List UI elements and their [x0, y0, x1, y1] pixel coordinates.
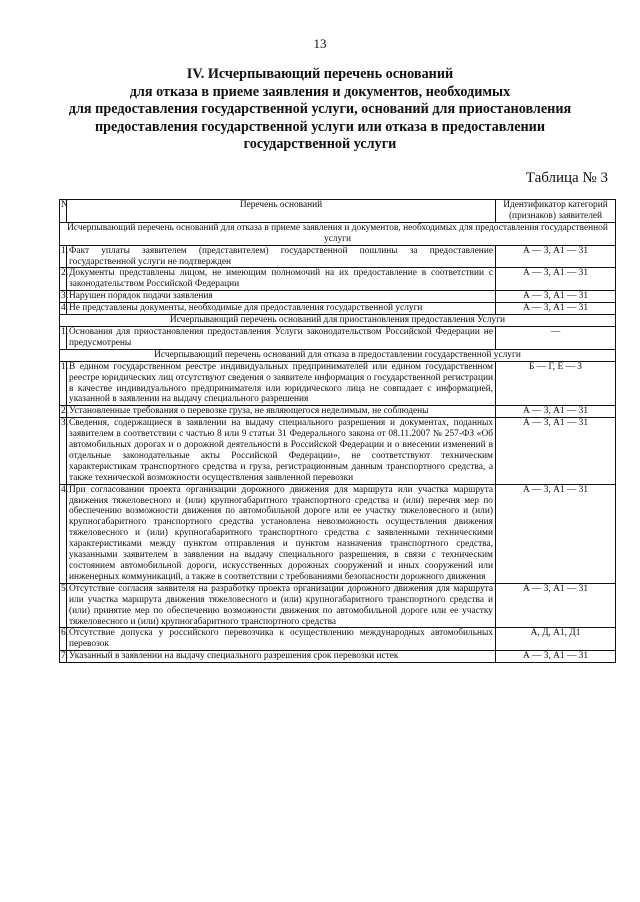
table-row: [60, 268, 616, 291]
table-body: [60, 222, 616, 662]
row-number: 6.: [60, 628, 67, 651]
row-number: 5.: [60, 583, 67, 628]
row-number: 1.: [60, 361, 67, 406]
row-number: 4.: [60, 484, 67, 583]
row-reason: В едином государственном реестре индивидуальных предпринимателей или едином государственном реестре юридических лиц отсутствуют сведения о заявителе информация о государственной регистрации в качестве индивидуального предпринимателя или юридического лица не совпадает с информацией, указанной в заявлении на выдачу специального разрешения: [67, 361, 496, 406]
page-number: 13: [313, 36, 327, 51]
row-identifier: —: [496, 326, 616, 349]
row-identifier: А, Д, А1, Д1: [496, 628, 616, 651]
row-reason: Документы представлены лицом, не имеющим полномочий на их предоставление в соответствии с законодательством Российской Федерации: [67, 268, 496, 291]
section-title-row: [60, 222, 616, 245]
row-identifier: А — 3, А1 — 31: [496, 484, 616, 583]
row-number: 1.: [60, 326, 67, 349]
section-heading: [40, 66, 600, 154]
row-reason: Отсутствие допуска у российского перевозчика к осуществлению международных автомобильных перевозок: [67, 628, 496, 651]
section-title-row: [60, 349, 616, 361]
section-title: Исчерпывающий перечень оснований для отказа в предоставлении государственной услуги: [60, 349, 616, 361]
section-title: Исчерпывающий перечень оснований для отказа в приеме заявления и документов, необходимых для предоставления государственной услуги: [60, 222, 616, 245]
row-identifier: А — 3, А1 — 31: [496, 651, 616, 663]
row-reason: Указанный в заявлении на выдачу специального разрешения срок перевозки истек: [67, 651, 496, 663]
heading-line: государственной услуги: [243, 136, 397, 152]
row-identifier: А — 3, А1 — 31: [496, 268, 616, 291]
row-reason: Отсутствие согласия заявителя на разработку проекта организации дорожного движения для маршрута или участка маршрута движения тяжеловесного и (или) крупногабаритного транспортного средства и (или) принятие мер по обеспечению возможности движения по автомобильной дороге или ее участку тяжеловесного и (или) крупногабаритного транспортного средства: [67, 583, 496, 628]
row-reason: Нарушен порядок подачи заявления: [67, 291, 496, 303]
row-number: 4.: [61, 303, 69, 314]
row-identifier: А — 3, А1 — 31: [496, 583, 616, 628]
row-identifier: А — 3, А1 — 31: [496, 291, 616, 303]
row-reason: Сведения, содержащиеся в заявлении на выдачу специального разрешения и документах, поданных заявителем в соответствии с частью 8 или 9 статьи 31 Федерального закона от 08.11.2007 № 257-ФЗ «Об автомобильных дорогах и о дорожной деятельности в Российской Федерации и о внесении изменений в отдельные законодательные акты Российской Федерации», не соответствуют техническим характеристикам транспортного средства и груза, регистрационным данным транспортного средства, а также технической возможности осуществления заявленной перевозки: [67, 418, 496, 484]
column-header-identifier: Идентификатор категорий (признаков) заявителей: [496, 200, 616, 223]
row-identifier: Б — Г, Е — З: [496, 361, 616, 406]
row-number: 2.: [60, 268, 67, 291]
section-title: Исчерпывающий перечень оснований для приостановления предоставления Услуги: [60, 315, 616, 327]
heading-line: для отказа в приеме заявления и документов, необходимых: [129, 83, 511, 100]
table-row: [60, 361, 616, 406]
row-number: 2.: [61, 406, 69, 417]
table-row: [60, 418, 616, 484]
table-row: [60, 406, 616, 418]
table-row: [60, 484, 616, 583]
row-reason: Не представлены документы, необходимые для предоставления государственной услуги: [67, 303, 496, 315]
table-caption: Таблица № 3: [525, 170, 608, 186]
section-title-row: [60, 315, 616, 327]
row-reason: Установленные требования о перевозке груза, не являющегося неделимым, не соблюдены: [67, 406, 496, 418]
row-reason: Основания для приостановления предоставления Услуги законодательством Российской Федерации не предусмотрены: [67, 326, 496, 349]
table-row: [60, 326, 616, 349]
heading-line: предоставления государственной услуги или отказа в предоставлении: [94, 118, 546, 135]
table-row: [60, 628, 616, 651]
grounds-table: [59, 199, 616, 663]
table-row: [60, 245, 616, 268]
heading-line: IV. Исчерпывающий перечень оснований: [186, 66, 454, 82]
row-reason: При согласовании проекта организации дорожного движения для маршрута или участка маршрута движения тяжеловесного и (или) крупногабаритного транспортного средства и (или) перечня мер по обеспечению возможности движения по автомобильной дороге или ее участку тяжеловесного и (или) крупногабаритного транспортного средства установлена невозможность осуществления движения тяжеловесного и (или) крупногабаритного транспортного средства с заявленными техническими характеристиками между пунктом отправления и пунктом назначения транспортного средства, указанными заявителем в заявлении на выдачу специального разрешения, в связи с техническим состоянием автомобильной дороги, искусственных дорожных сооружений и иных сооружений или инженерных коммуникаций, а также в соответствии с требованиями безопасности дорожного движения: [67, 484, 496, 583]
row-identifier: А — 3, А1 — 31: [496, 245, 616, 268]
column-header-number: N: [60, 200, 67, 223]
row-number: 7.: [61, 651, 69, 662]
row-identifier: А — 3, А1 — 31: [496, 303, 616, 315]
row-number: 1.: [60, 245, 67, 268]
table-row: [60, 303, 616, 315]
table-row: [60, 651, 616, 663]
column-header-reasons: Перечень оснований: [67, 200, 496, 223]
table-row: [60, 583, 616, 628]
row-identifier: А — 3, А1 — 31: [496, 418, 616, 484]
row-identifier: А — 3, А1 — 31: [496, 406, 616, 418]
table-header-row: [60, 200, 616, 223]
heading-line: для предоставления государственной услуги, оснований для приостановления: [68, 101, 572, 117]
row-reason: Факт уплаты заявителем (представителем) государственной пошлины за предоставление государственной услуги не подтвержден: [67, 245, 496, 268]
table-row: [60, 291, 616, 303]
row-number: 3.: [61, 291, 69, 302]
row-number: 3.: [60, 418, 67, 484]
